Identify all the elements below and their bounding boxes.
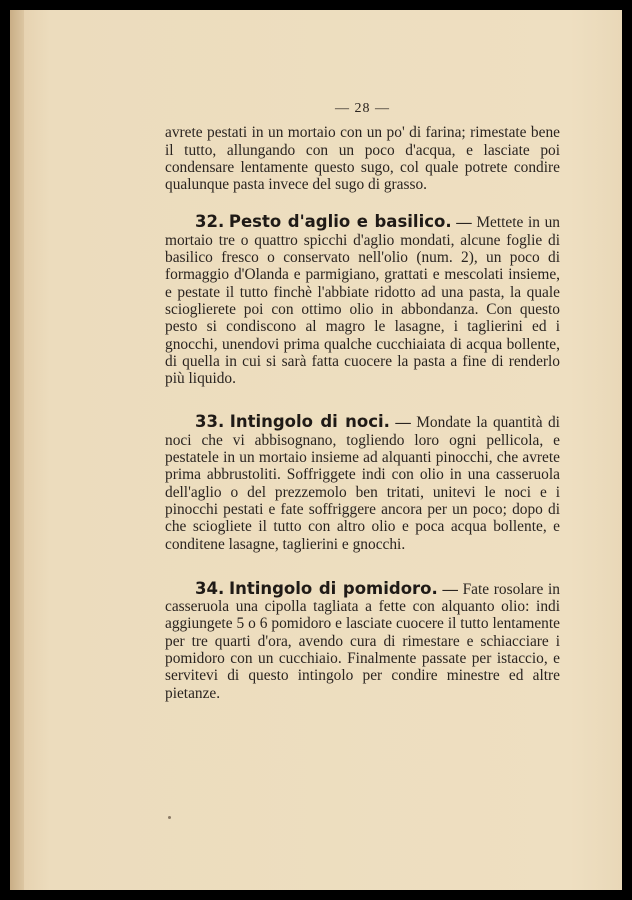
recipe-title: Intingolo di pomidoro. — [228, 578, 438, 598]
text-block — [165, 100, 560, 702]
recipe-dash: — — [442, 580, 458, 598]
recipe-body: Fate rosolare in casseruola una cipolla tagliata a fette con alquanto olio: indi aggiungete 5 o 6 pomidoro e lasciate cuocere il tutto lentamente per tre quarti d'ora, avendo cura di rimestare e schiacciare i pomidoro con un cucchiaio. Finalmente passate per istaccio, e servitevi di questo intingolo per condire minestre ed altre pietanze. — [165, 580, 560, 702]
intro-paragraph: avrete pestati in un mortaio con un po' di farina; rimestate bene il tutto, allungando con un poco d'acqua, e lasciate poi condensare lentamente questo sugo, col quale potrete condire qualunque pasta invece del sugo di grasso. — [165, 124, 560, 194]
recipe-body: Mettete in un mortaio tre o quattro spicchi d'aglio mondati, alcune foglie di basilico fresco o conservato nell'olio (num. 2), un poco di formaggio d'Olanda e parmigiano, grattati e mescolati insieme, e pestate il tutto finchè l'abbiate ridotto ad una pasta, la quale scioglierete poi con ottimo olio in abbondanza. Con questo pesto si condiscono al magro le lasagne, i taglierini ed i gnocchi, unendovi prima qualche cucchiaiata di acqua bollente, di quella in cui si sarà fatta cuocere la pasta a fine di renderlo più liquido. — [165, 214, 560, 388]
page-number: — 28 — — [335, 101, 390, 116]
recipe-33 — [165, 413, 560, 552]
recipe-32 — [165, 213, 560, 387]
recipe-dash: — — [395, 414, 411, 432]
book-page — [10, 10, 622, 890]
paper-speck — [168, 816, 171, 819]
recipe-body: Mondate la quantità di noci che vi abbisognano, togliendo loro ogni pellicola, e pestatele in un mortaio insieme ad alquanti pinocchi, che avrete prima abbrustoliti. Soffriggete indi con olio in una casseruola dell'aglio o del prezzemolo ben tritati, unitevi le noci e i pinocchi pestati e fate soffriggere ancora per un poco; dopo di che sciogliete il tutto con altro olio e poca acqua bollente, e conditene lasagne, taglierini e gnocchi. — [165, 414, 560, 553]
recipe-number: 33. — [195, 412, 225, 432]
recipe-dash: — — [456, 214, 472, 232]
recipe-title: Intingolo di noci. — [229, 412, 390, 432]
recipe-title: Pesto d'aglio e basilico. — [228, 212, 452, 232]
recipe-number: 34. — [195, 578, 225, 598]
page-gutter — [10, 10, 24, 890]
recipe-34 — [165, 580, 560, 702]
recipe-number: 32. — [195, 212, 225, 232]
